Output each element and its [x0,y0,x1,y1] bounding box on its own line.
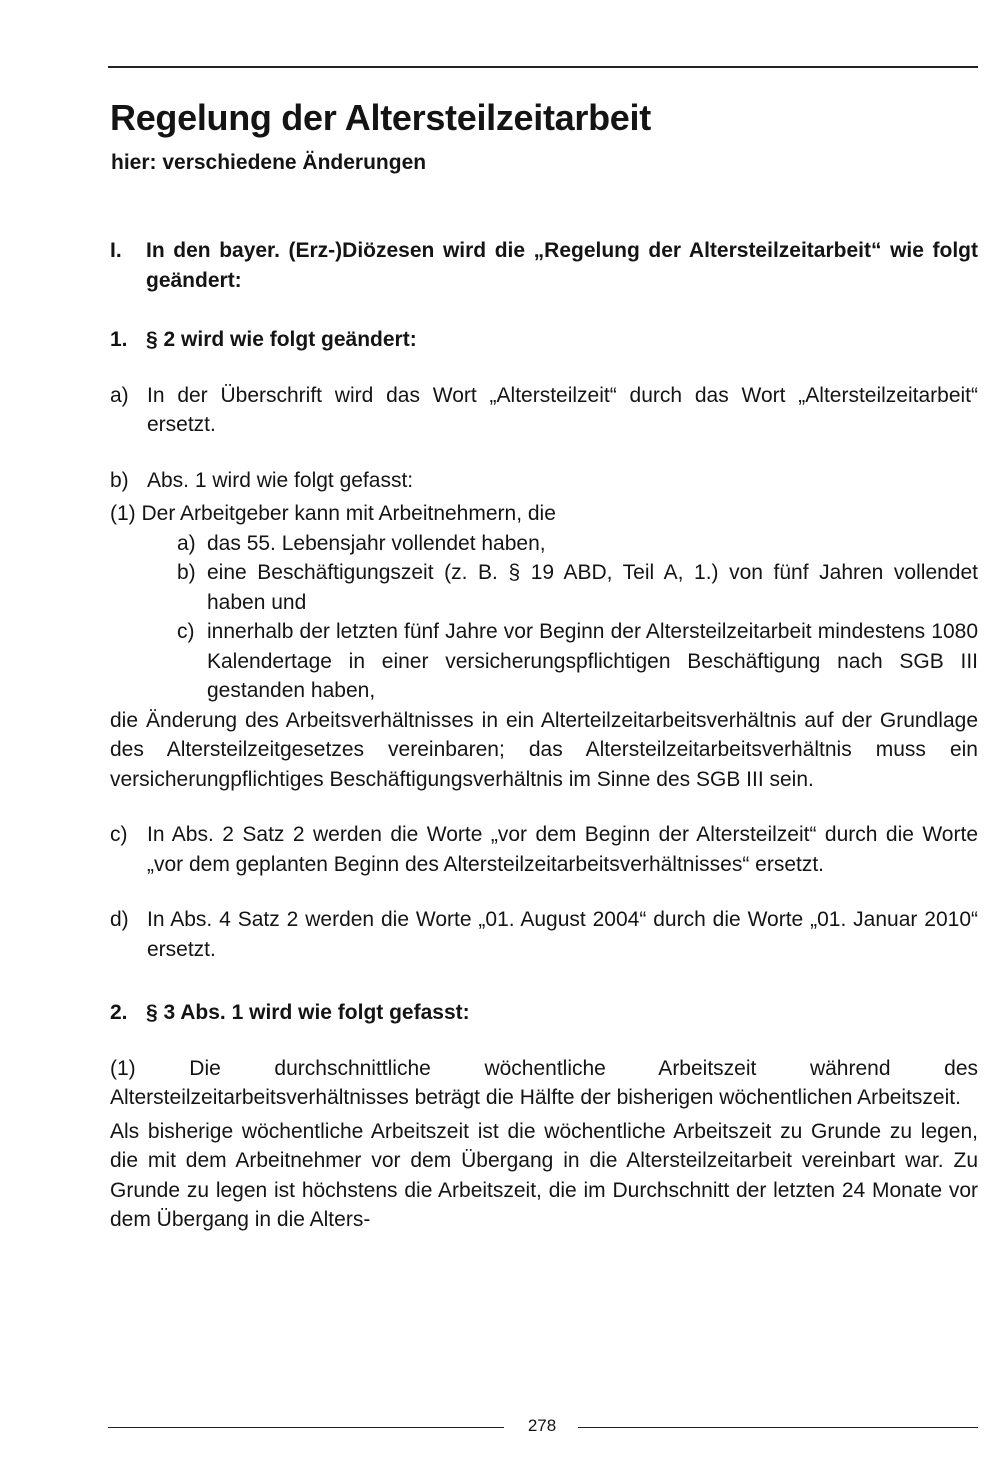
section-1-heading [110,325,978,355]
item-b-text: Abs. 1 wird wie folgt gefasst: [147,468,414,492]
sub-item-a-marker: a) [177,531,196,555]
item-a [110,381,978,440]
sub-item-c-marker: c) [177,620,195,643]
item-a-marker: a) [110,383,129,407]
item-a-text: In der Überschrift wird das Wort „Altersteilzeit“ durch das Wort „Altersteilzeitarbeit“ ersetzt. [147,383,978,436]
sub-item-a-text: das 55. Lebensjahr vollendet haben, [207,531,546,555]
section-2-heading [110,998,978,1028]
section-1-marker: 1. [110,328,128,351]
item-b-sub-intro: (1) Der Arbeitgeber kann mit Arbeitnehmern, die [110,502,556,525]
item-b [110,466,978,496]
sub-item-a [177,529,978,559]
sub-item-b [177,558,978,617]
section-2-paragraph-1: (1) Die durchschnittliche wöchentliche Arbeitszeit während des Altersteilzeitarbeitsverhältnisses beträgt die Hälfte der bisherigen wöchentlichen Arbeitszeit. [110,1056,978,1109]
item-b-marker: b) [110,468,129,492]
sub-item-b-text: eine Beschäftigungszeit (z. B. § 19 ABD, Teil A, 1.) von fünf Jahren vollendet haben und [207,561,978,614]
item-c [110,820,978,879]
sub-item-b-marker: b) [177,561,196,584]
intro-marker: I. [110,239,122,262]
item-b-sub-list [177,529,978,706]
intro-paragraph [110,236,978,295]
sub-item-c [177,617,978,706]
item-c-marker: c) [110,823,128,846]
item-d-marker: d) [110,908,129,931]
item-d-text: In Abs. 4 Satz 2 werden die Worte „01. August 2004“ durch die Worte „01. Januar 2010“ ersetzt. [147,908,978,961]
item-b-sub-closing: die Änderung des Arbeitsverhältnisses in ein Alterteilzeitarbeitsverhältnis auf der Grundlage des Altersteilzeitgesetzes vereinbaren; das Altersteilzeitarbeitsverhältnis muss ein versicherungpflichtiges Beschäftigungsverhältnis im Sinne des SGB III sein. [110,708,978,791]
document-title: Regelung der Altersteilzeitarbeit [110,97,651,138]
top-rule [108,66,978,68]
section-2-paragraph-2: Als bisherige wöchentliche Arbeitszeit ist die wöchentliche Arbeitszeit zu Grunde zu legen, die mit dem Arbeitnehmer vor dem Übergang in die Altersteilzeitarbeit vereinbart war. Zu Grunde zu legen ist höchstens die Arbeitszeit, die im Durchschnitt der letzten 24 Monate vor dem Übergang in die Alters- [110,1119,978,1231]
footer-rule-right [578,1427,978,1428]
item-d [110,905,978,964]
sub-item-c-text: innerhalb der letzten fünf Jahre vor Beginn der Altersteilzeitarbeit mindestens 1080 Kalendertage in einer versicherungspflichtigen Beschäftigung nach SGB III gestanden haben, [207,620,978,702]
intro-text: In den bayer. (Erz-)Diözesen wird die „Regelung der Altersteilzeitarbeit“ wie folgt geändert: [146,239,978,292]
document-subtitle: hier: verschiedene Änderungen [111,151,427,174]
document-body [110,236,978,1235]
section-2-marker: 2. [110,1001,128,1024]
footer-rule-left [108,1427,504,1428]
section-1-heading-text: § 2 wird wie folgt geändert: [146,328,417,351]
item-c-text: In Abs. 2 Satz 2 werden die Worte „vor dem Beginn der Altersteilzeit“ durch die Worte „vor dem geplanten Beginn des Altersteilzeitarbeitsverhältnisses“ ersetzt. [147,823,978,876]
page-number: 278 [527,1416,557,1435]
section-2-heading-text: § 3 Abs. 1 wird wie folgt gefasst: [146,1001,470,1024]
